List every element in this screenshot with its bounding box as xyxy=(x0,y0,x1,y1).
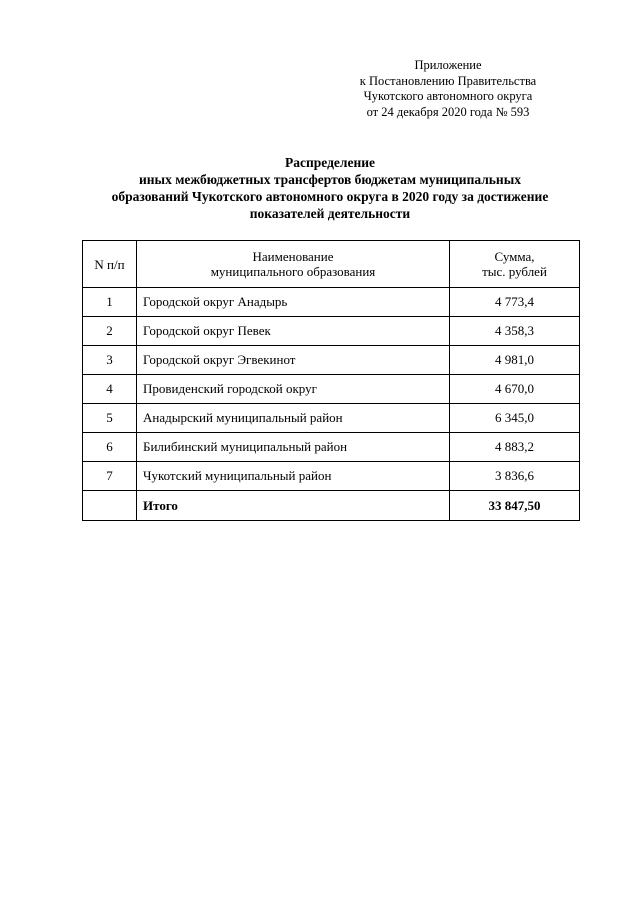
row-sum: 3 836,6 xyxy=(450,462,580,491)
row-num: 5 xyxy=(83,404,137,433)
row-name: Билибинский муниципальный район xyxy=(137,433,450,462)
appendix-line: к Постановлению Правительства xyxy=(359,73,537,88)
table-row xyxy=(83,375,580,404)
row-sum: 4 981,0 xyxy=(450,346,580,375)
row-sum: 4 358,3 xyxy=(450,317,580,346)
row-sum: 6 345,0 xyxy=(450,404,580,433)
row-num: 4 xyxy=(83,375,137,404)
appendix-header xyxy=(318,58,578,120)
row-num: 3 xyxy=(83,346,137,375)
row-num: 6 xyxy=(83,433,137,462)
row-num: 2 xyxy=(83,317,137,346)
total-num xyxy=(83,491,137,521)
table-header-row xyxy=(83,241,580,288)
table-row xyxy=(83,288,580,317)
appendix-line: Приложение xyxy=(414,58,482,72)
header-name-line: муниципального образования xyxy=(210,264,376,279)
title-line: образований Чукотского автономного округа в 2020 году за достижение xyxy=(111,189,549,204)
title-line: Распределение xyxy=(284,155,376,170)
distribution-table xyxy=(82,240,580,521)
table-row xyxy=(83,462,580,491)
total-row xyxy=(83,491,580,521)
row-sum: 4 670,0 xyxy=(450,375,580,404)
title-line: показателей деятельности xyxy=(249,206,411,221)
row-num: 1 xyxy=(83,288,137,317)
header-name-line: Наименование xyxy=(252,249,334,264)
row-name: Городской округ Певек xyxy=(137,317,450,346)
header-num: N п/п xyxy=(83,241,137,288)
header-sum-line: Сумма, xyxy=(494,249,535,264)
table-row xyxy=(83,317,580,346)
title-line: иных межбюджетных трансфертов бюджетам муниципальных xyxy=(139,172,521,187)
row-name: Анадырский муниципальный район xyxy=(137,404,450,433)
row-sum: 4 773,4 xyxy=(450,288,580,317)
row-sum: 4 883,2 xyxy=(450,433,580,462)
table-row xyxy=(83,346,580,375)
row-name: Чукотский муниципальный район xyxy=(137,462,450,491)
row-name: Провиденский городской округ xyxy=(137,375,450,404)
document-title xyxy=(80,154,580,222)
total-label: Итого xyxy=(137,491,450,521)
row-name: Городской округ Эгвекинот xyxy=(137,346,450,375)
header-sum xyxy=(450,241,580,288)
row-num: 7 xyxy=(83,462,137,491)
table-row xyxy=(83,404,580,433)
header-name xyxy=(137,241,450,288)
total-sum: 33 847,50 xyxy=(450,491,580,521)
table-row xyxy=(83,433,580,462)
row-name: Городской округ Анадырь xyxy=(137,288,450,317)
appendix-line: от 24 декабря 2020 года № 593 xyxy=(366,104,530,119)
appendix-line: Чукотского автономного округа xyxy=(363,89,533,103)
header-sum-line: тыс. рублей xyxy=(482,264,547,279)
